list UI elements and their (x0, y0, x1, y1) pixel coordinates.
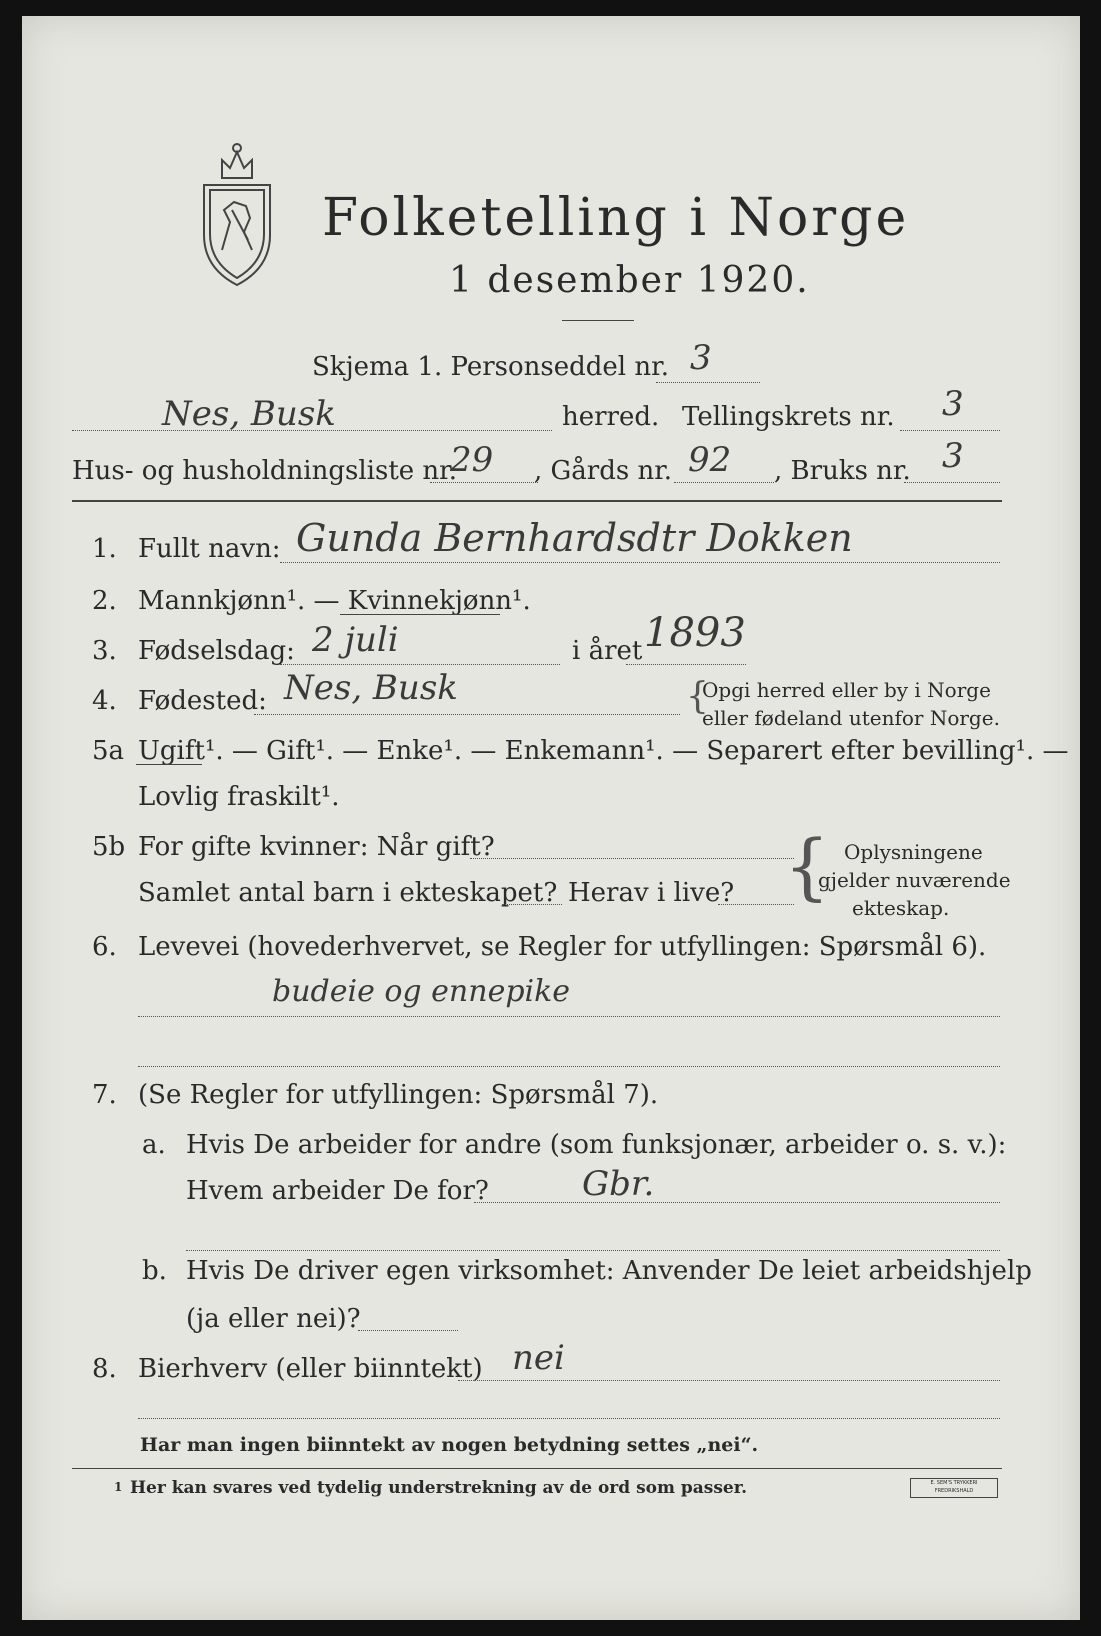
q5b-children-line (502, 904, 562, 905)
q6-line-2 (138, 1066, 1000, 1067)
q4-number: 4. (92, 686, 117, 716)
footnote-rule (72, 1468, 1002, 1469)
q3-label: Fødselsdag: (138, 636, 295, 666)
q7b-line (358, 1330, 458, 1331)
q1-number: 1. (92, 534, 117, 564)
q7b-number: b. (142, 1256, 167, 1286)
herred-label: herred. (562, 402, 660, 432)
q5a-label: Ugift¹. — Gift¹. — Enke¹. — Enkemann¹. — Separert efter bevilling¹. — (138, 736, 1069, 766)
q7a-line-2 (186, 1250, 1000, 1251)
q5b-married-line (470, 858, 794, 859)
q8-line (458, 1380, 1000, 1381)
q7a-value[interactable]: Gbr. (582, 1164, 655, 1204)
personseddel-value[interactable]: 3 (690, 338, 712, 378)
q6-line-1 (138, 1016, 1000, 1017)
q5b-brace: { (784, 824, 830, 908)
q5b-note-1: Oplysningene (844, 840, 983, 864)
q8-line-2 (138, 1418, 1000, 1419)
q7b-label-2: (ja eller nei)? (186, 1304, 361, 1334)
q7a-line (474, 1202, 1000, 1203)
q8-number: 8. (92, 1354, 117, 1384)
norway-coat-of-arms-icon (192, 140, 282, 290)
hus-line (430, 482, 538, 483)
q5a-underline-ugift (136, 764, 202, 765)
q2-label: Mannkjønn¹. — Kvinnekjønn¹. (138, 586, 531, 616)
q7a-label-2: Hvem arbeider De for? (186, 1176, 489, 1206)
title-divider (562, 320, 634, 321)
bruks-value[interactable]: 3 (942, 436, 964, 476)
gards-line (674, 482, 774, 483)
tellingskrets-label: Tellingskrets nr. (682, 402, 895, 432)
q5b-alive-line (718, 904, 794, 905)
bruks-label: , Bruks nr. (774, 456, 911, 486)
q5b-number: 5b (92, 832, 126, 862)
printer-stamp: E. SEM'S TRYKKERI FREDRIKSHALD (910, 1478, 998, 1498)
q4-value[interactable]: Nes, Busk (284, 668, 458, 708)
q3-value[interactable]: 2 juli (312, 620, 399, 660)
gards-value[interactable]: 92 (688, 440, 732, 480)
q7-number: 7. (92, 1080, 117, 1110)
q7a-label: Hvis De arbeider for andre (som funksjonær, arbeider o. s. v.): (186, 1130, 1007, 1160)
hus-label: Hus- og husholdningsliste nr. (72, 456, 458, 486)
q8-label: Bierhverv (eller biinntekt) (138, 1354, 483, 1384)
q6-label: Levevei (hovederhvervet, se Regler for utfyllingen: Spørsmål 6). (138, 932, 987, 962)
q3-year-value[interactable]: 1893 (644, 610, 746, 656)
herred-value[interactable]: Nes, Busk (162, 394, 336, 434)
hus-value[interactable]: 29 (450, 440, 494, 480)
footnote-mark: 1 (114, 1480, 123, 1494)
tellingskrets-line (900, 430, 1000, 431)
q5a-number: 5a (92, 736, 125, 766)
q5a-label-2: Lovlig fraskilt¹. (138, 782, 340, 812)
q1-value[interactable]: Gunda Bernhardsdtr Dokken (296, 516, 853, 560)
q2-number: 2. (92, 586, 117, 616)
q4-brace: { (686, 676, 709, 717)
q5b-label: For gifte kvinner: Når gift? (138, 832, 495, 862)
q4-line (254, 714, 680, 715)
personseddel-line (656, 382, 760, 383)
q4-label: Fødested: (138, 686, 267, 716)
schema-label: Skjema 1. Personseddel nr. (312, 352, 669, 382)
q5b-label-3: Herav i live? (568, 878, 735, 908)
q6-number: 6. (92, 932, 117, 962)
header-rule (72, 500, 1002, 502)
q5b-label-2: Samlet antal barn i ekteskapet? (138, 878, 558, 908)
q2-underline-kvinnekjonn (340, 614, 500, 615)
q4-note-2: eller fødeland utenfor Norge. (702, 706, 1000, 730)
q5b-note-2: gjelder nuværende (818, 868, 1011, 892)
census-form-sheet (22, 16, 1080, 1620)
form-title: Folketelling i Norge (322, 188, 910, 248)
q7b-label: Hvis De driver egen virksomhet: Anvender De leiet arbeidshjelp (186, 1256, 1032, 1286)
form-date: 1 desember 1920. (449, 260, 810, 301)
gards-label: , Gårds nr. (534, 456, 673, 486)
q3-year-line (626, 664, 746, 665)
q3-line (280, 664, 560, 665)
q1-line (280, 562, 1000, 563)
q5b-note-3: ekteskap. (852, 896, 950, 920)
q6-value[interactable]: budeie og ennepike (272, 974, 571, 1009)
q4-note-1: Opgi herred eller by i Norge (702, 678, 991, 702)
q3-year-label: i året (572, 636, 643, 666)
tellingskrets-value[interactable]: 3 (942, 384, 964, 424)
bruks-line (904, 482, 1000, 483)
q7a-number: a. (142, 1130, 166, 1160)
q8-value[interactable]: nei (512, 1338, 565, 1378)
q3-number: 3. (92, 636, 117, 666)
footnote-text: Her kan svares ved tydelig understrekning av de ord som passer. (130, 1478, 748, 1498)
q7-label: (Se Regler for utfyllingen: Spørsmål 7). (138, 1080, 659, 1110)
q1-label: Fullt navn: (138, 534, 281, 564)
biinntekt-note: Har man ingen biinntekt av nogen betydning settes „nei“. (140, 1434, 759, 1456)
